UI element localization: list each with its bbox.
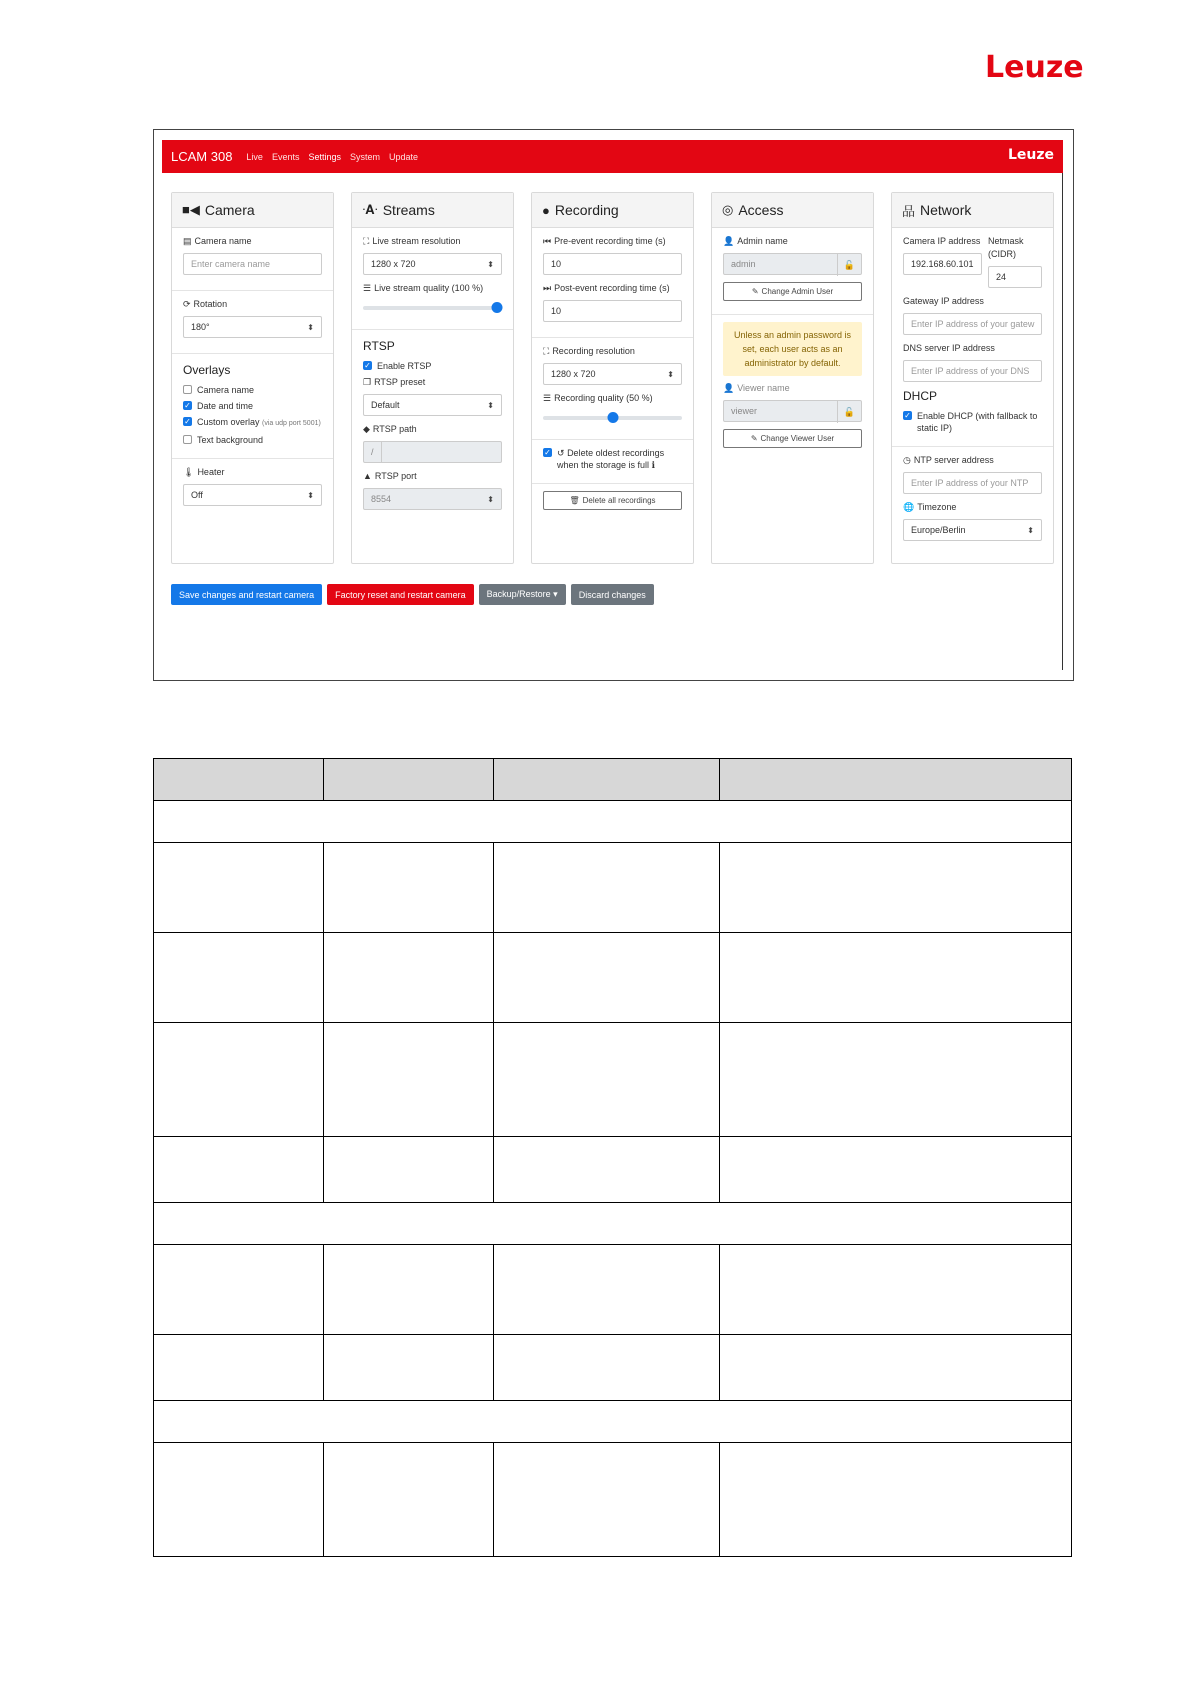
door-icon: ▲ <box>363 471 372 481</box>
rotation-select[interactable]: 180° ⬍ <box>183 316 322 338</box>
table-row <box>154 933 1072 1023</box>
rtsp-port-label: ▲ RTSP port <box>363 471 417 481</box>
overlay-camera-name-checkbox[interactable]: Camera name <box>183 384 322 396</box>
skip-forward-icon: ⏭ <box>543 283 552 293</box>
delete-oldest-checkbox[interactable]: ✓ ↺ Delete oldest recordings when the storage is full ℹ <box>544 447 665 470</box>
nav-link-events[interactable]: Events <box>271 151 300 162</box>
recording-resolution-select[interactable]: 1280 x 720 ⬍ <box>543 363 682 385</box>
network-card <box>891 192 1054 564</box>
factory-reset-button[interactable]: Factory reset and restart camera <box>327 584 474 605</box>
admin-name-label: 👤 Admin name <box>723 236 788 246</box>
unlock-icon[interactable]: 🔓 <box>837 254 861 276</box>
parameter-table <box>153 758 1072 1557</box>
table-header-row <box>154 759 1072 801</box>
user-cog-icon: 👤 <box>723 236 735 246</box>
unlock-icon[interactable]: 🔓 <box>837 401 861 423</box>
overlay-custom-checkbox[interactable]: ✓ Custom overlay (via udp port 5001) <box>184 416 321 427</box>
rtsp-port-input[interactable]: 8554 ⬍ <box>363 488 502 510</box>
globe-icon: 🌐 <box>903 502 915 512</box>
history-icon: ↺ <box>557 448 565 458</box>
save-restart-button[interactable]: Save changes and restart camera <box>171 584 322 605</box>
sync-icon: ⟳ <box>183 299 191 309</box>
recording-card-title: Recording <box>554 202 619 218</box>
table-row <box>154 1443 1072 1557</box>
table-row <box>154 1023 1072 1137</box>
rtsp-title: RTSP <box>363 339 395 353</box>
camera-name-label: ▤ Camera name <box>183 236 252 246</box>
rtsp-path-input[interactable] <box>363 441 502 463</box>
change-admin-user-button[interactable]: ✎ Change Admin User <box>723 282 862 301</box>
gateway-label: Gateway IP address <box>903 296 984 306</box>
nav-link-live[interactable]: Live <box>246 151 263 162</box>
live-resolution-select[interactable]: 1280 x 720 ⬍ <box>363 253 502 275</box>
streams-card-header <box>352 193 513 228</box>
thermometer-icon: 🌡 <box>183 467 195 477</box>
dns-input[interactable]: Enter IP address of your DNS <box>903 360 1042 382</box>
leuze-logo: Leuze <box>985 50 1084 85</box>
rtsp-path-label: ◆ RTSP path <box>363 424 417 434</box>
broadcast-icon: ᐧ𝐀ᐧ <box>362 202 378 217</box>
record-circle-icon: ● <box>542 202 550 218</box>
table-row <box>154 1335 1072 1401</box>
table-section-row <box>154 1203 1072 1245</box>
screenshot-frame <box>153 129 1074 681</box>
table-header-cell <box>324 759 494 801</box>
edit-icon: ✎ <box>751 287 759 296</box>
ntp-input[interactable]: Enter IP address of your NTP <box>903 472 1042 494</box>
recording-resolution-label: ⛶ Recording resolution <box>543 346 635 356</box>
camera-ip-label: Camera IP address <box>903 236 981 246</box>
network-card-header <box>892 193 1053 228</box>
clock-icon: ◷ <box>903 455 911 465</box>
recording-quality-slider[interactable] <box>543 410 682 424</box>
trash-icon: 🗑 <box>569 496 580 505</box>
enable-rtsp-checkbox[interactable]: ✓ Enable RTSP <box>364 360 432 371</box>
live-quality-slider[interactable] <box>363 300 502 314</box>
camera-ip-input[interactable]: 192.168.60.101 <box>903 253 982 275</box>
table-section-row <box>154 801 1072 843</box>
streams-card-title: Streams <box>382 202 435 218</box>
rtsp-preset-select[interactable]: Default ⬍ <box>363 394 502 416</box>
table-row <box>154 1245 1072 1335</box>
id-card-icon: ▤ <box>183 236 192 246</box>
rtsp-preset-label: ❐ RTSP preset <box>363 377 426 387</box>
live-quality-slider-thumb[interactable] <box>492 302 503 313</box>
camera-card-title: Camera <box>204 202 255 218</box>
table-row <box>154 1137 1072 1203</box>
netmask-input[interactable]: 24 <box>988 266 1042 288</box>
timezone-select[interactable]: Europe/Berlin ⬍ <box>903 519 1042 541</box>
timezone-label: 🌐 Timezone <box>903 502 957 512</box>
recording-card <box>531 192 694 564</box>
recording-card-header <box>532 193 693 228</box>
navbar <box>162 140 1063 173</box>
edit-icon: ✎ <box>750 434 758 443</box>
camera-card-header <box>172 193 333 228</box>
recording-quality-slider-thumb[interactable] <box>607 412 618 423</box>
table-header-cell <box>720 759 1072 801</box>
overlay-text-background-checkbox[interactable]: Text background <box>183 434 322 446</box>
heater-label: 🌡 Heater <box>183 467 225 477</box>
ntp-label: ◷ NTP server address <box>903 455 994 465</box>
viewer-name-input[interactable]: viewer 🔓 <box>723 400 862 422</box>
dns-label: DNS server IP address <box>903 343 995 353</box>
change-viewer-user-button[interactable]: ✎ Change Viewer User <box>723 429 862 448</box>
overlay-date-time-checkbox[interactable]: ✓ Date and time <box>184 400 254 411</box>
admin-password-alert: Unless an admin password is set, each user acts as an administrator by default. <box>723 322 862 376</box>
post-event-label: ⏭ Post-event recording time (s) <box>543 283 670 293</box>
viewer-name-label: 👤 Viewer name <box>723 383 790 393</box>
rtsp-path-prefix: / <box>364 442 382 462</box>
navbar-logo: Leuze <box>1007 147 1054 163</box>
user-icon: 👤 <box>723 383 735 393</box>
heater-select[interactable]: Off ⬍ <box>183 484 322 506</box>
camera-card <box>171 192 334 564</box>
live-quality-label: ☰ Live stream quality (100 %) <box>363 283 484 293</box>
access-card-title: Access <box>738 202 784 218</box>
recording-quality-label: ☰ Recording quality (50 %) <box>543 393 653 403</box>
sliders-icon: ☰ <box>363 283 372 293</box>
enable-dhcp-checkbox[interactable]: ✓ Enable DHCP (with fallback to static IP) <box>904 410 1038 433</box>
overlays-title: Overlays <box>183 363 231 377</box>
pre-event-label: ⏮ Pre-event recording time (s) <box>543 236 666 246</box>
custom-overlay-note: (via udp port 5001) <box>262 420 321 427</box>
rotation-label: ⟳ Rotation <box>183 299 228 309</box>
network-card-title: Network <box>920 202 972 218</box>
action-bar <box>171 584 654 605</box>
network-icon: 品 <box>902 203 916 219</box>
streams-card <box>351 192 514 564</box>
delete-all-recordings-button[interactable]: 🗑 Delete all recordings <box>543 491 682 510</box>
nav-link-settings[interactable]: Settings <box>308 151 341 162</box>
table-row <box>154 843 1072 933</box>
tag-icon: ◆ <box>363 424 370 434</box>
sliders-icon: ☰ <box>543 393 552 403</box>
access-card-header <box>712 193 873 228</box>
pre-event-input[interactable]: 10 <box>543 253 682 275</box>
expand-icon: ⛶ <box>543 346 550 356</box>
backup-restore-button[interactable]: Backup/Restore ▾ <box>479 584 566 605</box>
camera-name-input[interactable]: Enter camera name <box>183 253 322 275</box>
live-resolution-label: ⛶ Live stream resolution <box>363 236 461 246</box>
post-event-input[interactable]: 10 <box>543 300 682 322</box>
nav-link-system[interactable]: System <box>349 151 380 162</box>
table-header-cell <box>154 759 324 801</box>
table-section-row <box>154 1401 1072 1443</box>
discard-changes-button[interactable]: Discard changes <box>571 584 654 605</box>
admin-name-input[interactable]: admin 🔓 <box>723 253 862 275</box>
expand-icon: ⛶ <box>363 236 370 246</box>
navbar-brand[interactable]: LCAM 308 <box>171 149 233 164</box>
table-header-cell <box>494 759 720 801</box>
video-camera-icon: ■◀ <box>182 202 200 217</box>
copy-icon: ❐ <box>363 377 372 387</box>
netmask-label: Netmask (CIDR) <box>988 236 1024 259</box>
nav-link-update[interactable]: Update <box>389 151 419 162</box>
gateway-input[interactable]: Enter IP address of your gatew <box>903 313 1042 335</box>
fingerprint-icon: ◎ <box>722 202 734 217</box>
access-card <box>711 192 874 564</box>
settings-page <box>162 140 1063 670</box>
skip-back-icon: ⏮ <box>543 236 552 246</box>
dhcp-title: DHCP <box>903 389 938 403</box>
info-icon: ℹ <box>651 460 655 470</box>
